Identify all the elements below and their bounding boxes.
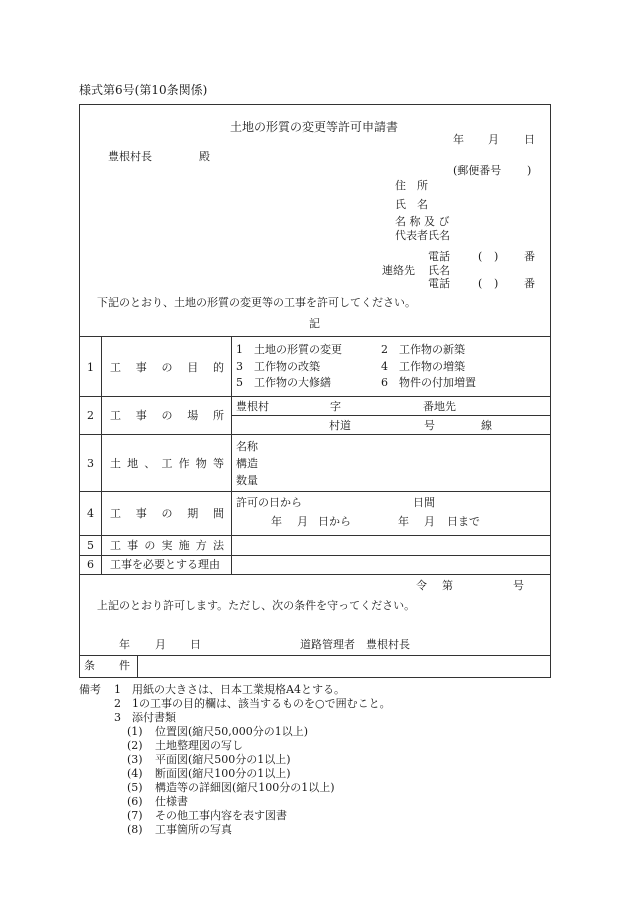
contact-paren-close: ) — [494, 277, 499, 290]
purpose-option-6: 6 物件の付加増置 — [381, 376, 476, 389]
purpose-option-5: 5 工作物の大修繕 — [236, 376, 331, 389]
contact-phone-label: 電話 — [428, 277, 450, 290]
note-2: 2 1の工事の目的欄は、該当するものを○で囲むこと。 — [114, 697, 391, 710]
date-month: 月 — [488, 133, 499, 146]
attachment-text: 工事箇所の写真 — [155, 823, 232, 836]
attachment-number: (7) — [127, 809, 143, 822]
contact-ban: 番 — [524, 277, 535, 290]
attachment-number: (8) — [127, 823, 143, 836]
row-3-label: 土 地 、 工 作 物 等 — [110, 457, 224, 470]
row-1-label: 工 事 の 目 的 — [110, 361, 224, 374]
row-5-label: 工 事 の 実 施 方 法 — [110, 539, 224, 552]
purpose-option-3: 3 工作物の改築 — [236, 360, 320, 373]
attachment-text: 位置図(縮尺50,000分の1以上) — [155, 725, 309, 738]
purpose-option-1: 1 土地の形質の変更 — [236, 343, 342, 356]
period-month-2: 月 — [424, 515, 435, 528]
phone-paren-open: ( — [478, 250, 483, 263]
permit-manager: 道路管理者 豊根村長 — [300, 638, 410, 651]
attachment-text: 仕様書 — [155, 795, 188, 808]
attachment-text: その他工事内容を表す図書 — [155, 809, 287, 822]
row-2-num: 2 — [87, 409, 94, 422]
row-4-label: 工 事 の 期 間 — [110, 507, 224, 520]
location-sondo: 村道 — [329, 419, 351, 432]
contact-name-label: 氏名 — [428, 264, 450, 277]
attachment-text: 構造等の詳細図(縮尺100分の1以上) — [155, 781, 335, 794]
addressee-honorific: 殿 — [199, 150, 210, 163]
permit-day: 日 — [190, 638, 201, 651]
permit-text: 上記のとおり許可します。ただし、次の条件を守ってください。 — [97, 599, 416, 612]
attachment-text: 土地整理図の写し — [155, 739, 243, 752]
permit-month: 月 — [155, 638, 166, 651]
location-village: 豊根村 — [236, 400, 269, 413]
note-3: 3 添付書類 — [114, 711, 176, 724]
location-go: 号 — [424, 419, 435, 432]
row-6-num: 6 — [87, 558, 94, 571]
phone-paren-close: ) — [494, 250, 499, 263]
corp-label-1: 名 称 及 び — [395, 215, 450, 228]
attachment-number: (1) — [127, 725, 143, 738]
land-item-quantity: 数量 — [236, 474, 258, 487]
row-5-num: 5 — [87, 539, 94, 552]
row-2-label: 工 事 の 場 所 — [110, 409, 224, 422]
location-sen: 線 — [481, 419, 492, 432]
period-year-2: 年 — [398, 515, 409, 528]
row-6-label: 工事を必要とする理由 — [110, 558, 220, 571]
form-title: 土地の形質の変更等許可申請書 — [230, 120, 399, 134]
attachment-number: (5) — [127, 781, 143, 794]
attachment-text: 平面図(縮尺500分の1以上) — [155, 753, 291, 766]
date-year: 年 — [453, 133, 464, 146]
location-banchi: 番地先 — [423, 400, 456, 413]
permit-year: 年 — [119, 638, 130, 651]
notes-head: 備考 — [79, 683, 101, 696]
purpose-option-2: 2 工作物の新築 — [381, 343, 465, 356]
contact-label: 連絡先 — [382, 264, 415, 277]
phone-label: 電話 — [428, 250, 450, 263]
period-month: 月 — [297, 515, 308, 528]
form-number: 様式第6号(第10条関係) — [79, 83, 208, 97]
address-label: 住 所 — [395, 179, 428, 192]
land-item-name: 名称 — [236, 440, 258, 453]
attachment-number: (6) — [127, 795, 143, 808]
purpose-option-4: 4 工作物の増築 — [381, 360, 465, 373]
row-3-num: 3 — [87, 457, 94, 470]
attachment-number: (3) — [127, 753, 143, 766]
postal-close: ) — [527, 164, 532, 177]
period-days: 日間 — [413, 496, 435, 509]
period-until: 日まで — [447, 515, 480, 528]
contact-paren-open: ( — [478, 277, 483, 290]
postal-label: (郵便番号 — [453, 164, 502, 177]
land-item-structure: 構造 — [236, 457, 258, 470]
attachment-text: 断面図(縮尺100分の1以上) — [155, 767, 291, 780]
corp-label-2: 代表者氏名 — [395, 229, 450, 242]
permit-go: 号 — [513, 579, 524, 592]
period-from: 日から — [318, 515, 351, 528]
attachment-number: (2) — [127, 739, 143, 752]
request-text: 下記のとおり、土地の形質の変更等の工事を許可してください。 — [97, 296, 416, 309]
permit-dai: 第 — [442, 579, 453, 592]
ki-label: 記 — [309, 317, 320, 330]
name-label: 氏 名 — [395, 198, 428, 211]
conditions-label: 条 件 — [84, 659, 130, 672]
period-year: 年 — [271, 515, 282, 528]
permit-rei: 令 — [416, 579, 427, 592]
attachment-number: (4) — [127, 767, 143, 780]
row-1-num: 1 — [87, 361, 94, 374]
note-1: 1 用紙の大きさは、日本工業規格A4とする。 — [114, 683, 345, 696]
location-aza: 字 — [330, 400, 341, 413]
period-from-permit: 許可の日から — [236, 496, 302, 509]
phone-ban: 番 — [524, 250, 535, 263]
date-day: 日 — [524, 133, 535, 146]
row-4-num: 4 — [87, 507, 94, 520]
addressee-name: 豊根村長 — [108, 150, 152, 163]
